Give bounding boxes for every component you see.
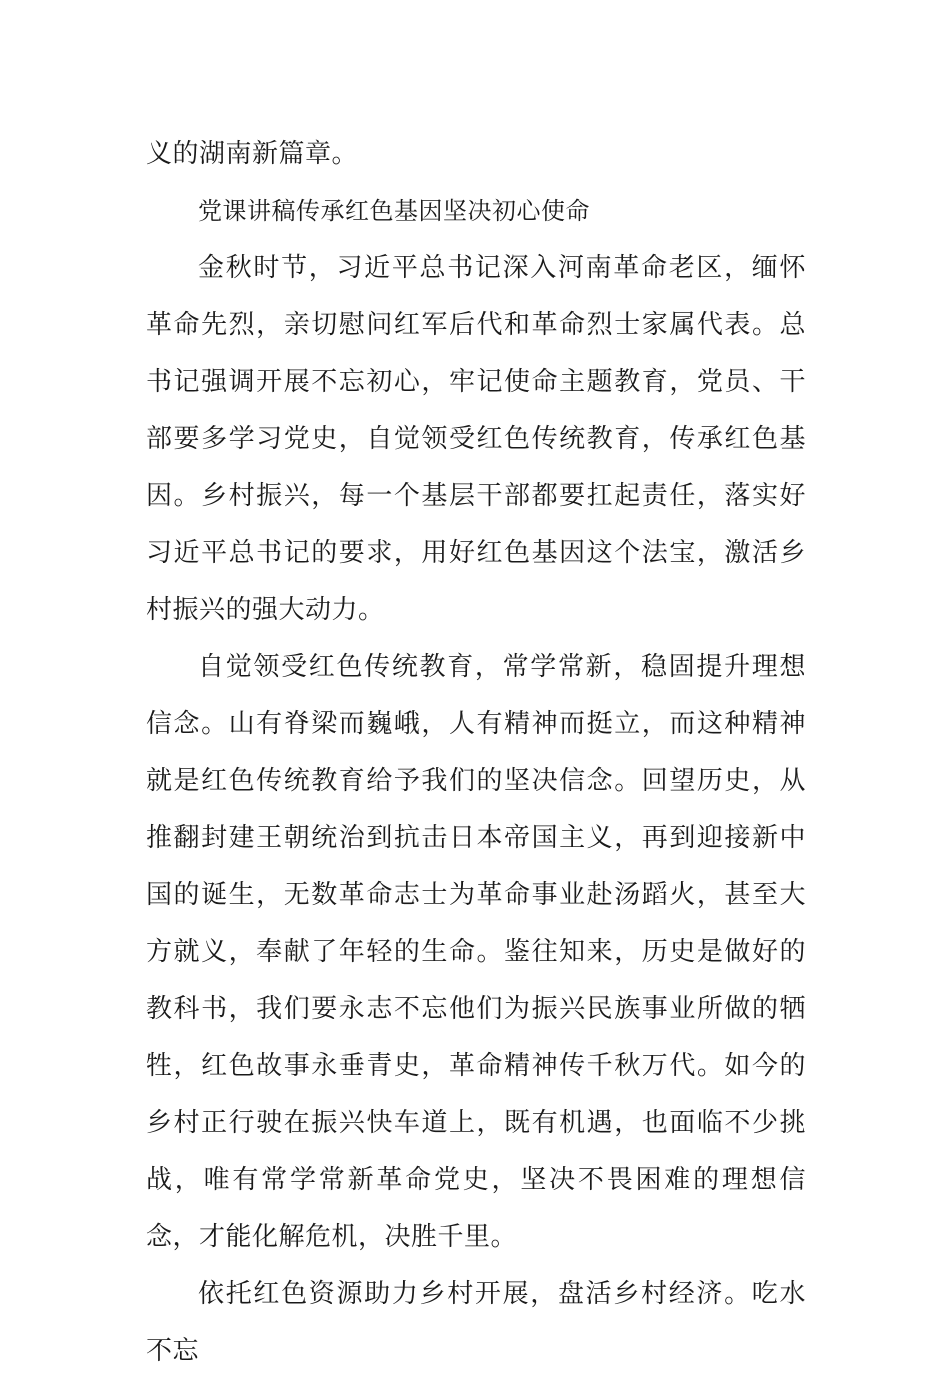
document-body xyxy=(146,126,806,1380)
paragraph-1: 金秋时节，习近平总书记深入河南革命老区，缅怀革命先烈，亲切慰问红军后代和革命烈士家属代表。总书记强调开展不忘初心，牢记使命主题教育，党员、干部要多学习党史，自觉领受红色传统教育，传承红色基因。乡村振兴，每一个基层干部都要扛起责任，落实好习近平总书记的要求，用好红色基因这个法宝，激活乡村振兴的强大动力。 xyxy=(146,253,806,625)
continuation-text: 义的湖南新篇章。 xyxy=(146,139,359,169)
paragraph-3: 依托红色资源助力乡村开展，盘活乡村经济。吃水不忘 xyxy=(146,1279,806,1366)
lecture-title: 党课讲稿传承红色基因坚决初心使命 xyxy=(198,197,590,225)
paragraph-2: 自觉领受红色传统教育，常学常新，稳固提升理想信念。山有脊梁而巍峨，人有精神而挺立，而这种精神就是红色传统教育给予我们的坚决信念。回望历史，从推翻封建王朝统治到抗击日本帝国主义，再到迎接新中国的诞生，无数革命志士为革命事业赴汤蹈火，甚至大方就义，奉献了年轻的生命。鉴往知来，历史是做好的教科书，我们要永志不忘他们为振兴民族事业所做的牺牲，红色故事永垂青史，革命精神传千秋万代。如今的乡村正行驶在振兴快车道上，既有机遇，也面临不少挑战，唯有常学常新革命党史，坚决不畏困难的理想信念，才能化解危机，决胜千里。 xyxy=(146,652,806,1252)
